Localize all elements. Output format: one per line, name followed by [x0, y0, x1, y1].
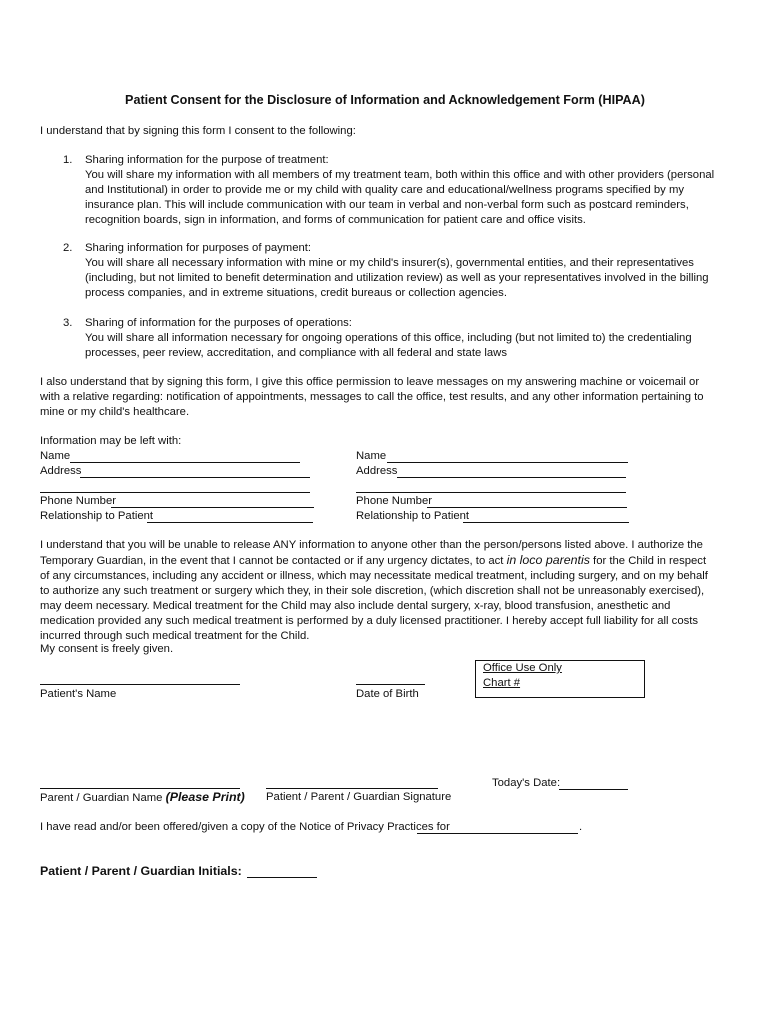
contact-1-relationship-label: Relationship to Patient	[40, 510, 154, 522]
office-use-label: Office Use Only	[483, 662, 562, 674]
form-title: Patient Consent for the Disclosure of Information and Acknowledgement Form (HIPAA)	[125, 93, 645, 107]
guardian-text-part1: I understand that you will be unable to release ANY information to anyone other than the person/persons listed above. I authorize the Temporary Guardian, in the event that I cannot be contacted or if any urgency dictates, to act	[40, 539, 703, 567]
contact-2-address-label: Address	[356, 465, 398, 477]
privacy-notice-text: I have read and/or been offered/given a copy of the Notice of Privacy Practices for	[40, 821, 450, 833]
item-heading: Sharing information for the purpose of treatment:	[85, 154, 329, 166]
contact-2-relationship-label: Relationship to Patient	[356, 510, 470, 522]
contact-2-phone-label: Phone Number	[356, 495, 432, 507]
initials-label: Patient / Parent / Guardian Initials:	[40, 864, 242, 878]
item-number: 2.	[63, 242, 73, 254]
guardian-signature-field[interactable]	[266, 788, 438, 789]
contact-1-address-line2[interactable]	[40, 492, 310, 493]
item-text: You will share all information necessary for ongoing operations of this office, including (but not limited to) the credentialing processes, peer review, accreditation, and compliance with all federal and state laws	[85, 332, 692, 359]
item-number: 1.	[63, 154, 73, 166]
guardian-signature-label: Patient / Parent / Guardian Signature	[266, 791, 452, 803]
chart-number-label: Chart #	[483, 677, 521, 689]
guardian-name-label	[40, 790, 245, 806]
date-of-birth-label: Date of Birth	[356, 688, 419, 700]
todays-date-label: Today's Date:	[492, 777, 561, 789]
contact-1-address-field[interactable]	[80, 477, 310, 478]
date-of-birth-field[interactable]	[356, 684, 425, 685]
in-loco-parentis: in loco parentis	[506, 553, 590, 567]
contact-2-phone-field[interactable]	[427, 507, 627, 508]
contact-2-name-field[interactable]	[387, 462, 628, 463]
contact-1-name-label: Name	[40, 450, 71, 462]
guardian-paragraph	[40, 538, 708, 644]
messages-paragraph: I also understand that by signing this form, I give this office permission to leave messages on my answering machine or voicemail or with a relative regarding: notification of appointments, messages to call the office, test results, and any other information pertaining to mine or my child's healthcare.	[40, 376, 704, 418]
item-text: You will share all necessary information with mine or my child's insurer(s), governmental entities, and their representatives (including, but not limited to benefit determination and utilization review) as well as your representatives involved in the billing process companies, and in extreme situations, credit bureaus or collection agencies.	[85, 257, 709, 299]
item-text: You will share my information with all members of my treatment team, both within this office and with other providers (personal and Institutional) in order to provide me or my child with quality care and educational/wellness programs specified by my insurance plan. This will include communication with our team in verbal and non-verbal form such as postcard reminders, recognition boards, sign in information, and forms of communication for patient care and office visits.	[85, 169, 715, 226]
guardian-text-part2: for the Child in respect of any circumstances, including any accident or illness, which may necessitate medical treatment, including surgery, and on my behalf to authorize any such treatment or surgery which they, in their sole discretion, (which discretion shall not be unreasonably exercised), may deem necessary. Medical treatment for the Child may also include dental surgery, x-ray, blood transfusion, anesthetic and medication provided any such medical treatment is performed by a duly licensed practitioner. I hereby accept full liability for all costs incurred through such medical treatment for the Child.	[40, 555, 708, 642]
contact-1-name-field[interactable]	[70, 462, 300, 463]
item-heading: Sharing information for purposes of payment:	[85, 242, 312, 254]
please-print-note: (Please Print)	[165, 790, 245, 804]
contact-1-relationship-field[interactable]	[147, 522, 313, 523]
info-left-label: Information may be left with:	[40, 435, 182, 447]
intro-text: I understand that by signing this form I consent to the following:	[40, 125, 356, 137]
consent-freely-text: My consent is freely given.	[40, 643, 174, 655]
item-heading: Sharing of information for the purposes of operations:	[85, 317, 352, 329]
contact-1-phone-label: Phone Number	[40, 495, 116, 507]
item-number: 3.	[63, 317, 73, 329]
patients-name-field[interactable]	[40, 684, 240, 685]
contact-1-address-label: Address	[40, 465, 82, 477]
privacy-notice-period: .	[579, 821, 583, 833]
contact-1-phone-field[interactable]	[111, 507, 314, 508]
contact-2-relationship-field[interactable]	[463, 522, 629, 523]
contact-2-address-field[interactable]	[397, 477, 626, 478]
contact-2-name-label: Name	[356, 450, 387, 462]
privacy-practice-name-field[interactable]	[417, 833, 578, 834]
patients-name-label: Patient's Name	[40, 688, 117, 700]
todays-date-field[interactable]	[559, 789, 628, 790]
initials-field[interactable]	[247, 877, 317, 878]
guardian-name-field[interactable]	[40, 788, 240, 789]
guardian-name-text: Parent / Guardian Name	[40, 792, 166, 804]
contact-2-address-line2[interactable]	[356, 492, 626, 493]
